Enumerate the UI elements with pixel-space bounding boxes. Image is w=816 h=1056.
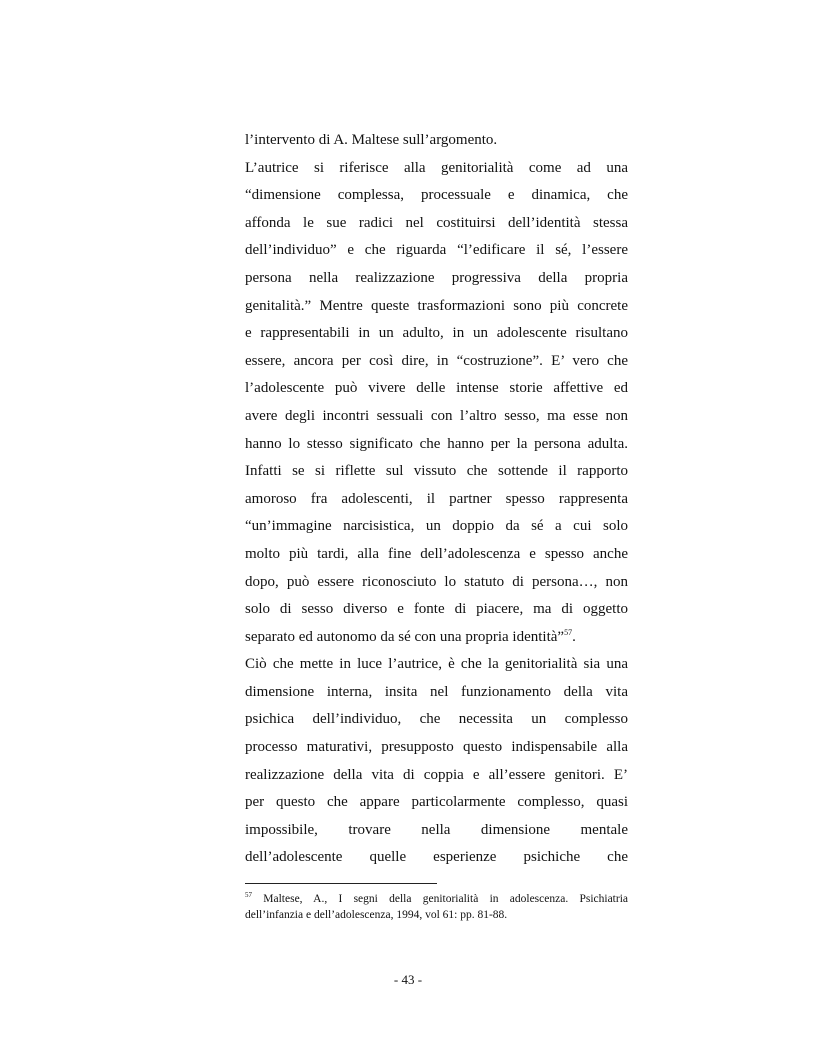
text-line: psichica dell’individuo, che necessita un complesso <box>245 711 628 728</box>
footnote-reference-suffix: . <box>572 628 576 645</box>
text-line: hanno lo stesso significato che hanno per la persona adulta. <box>245 435 628 452</box>
text-line-content: separato ed autonomo da sé con una propria identità” <box>245 628 565 645</box>
footnote-line <box>245 892 628 908</box>
text-line: avere degli incontri sessuali con l’altro sesso, ma esse non <box>245 407 628 424</box>
text-line: per questo che appare particolarmente complesso, quasi <box>245 794 628 811</box>
text-line: impossibile, trovare nella dimensione mentale <box>245 821 628 838</box>
text-line: dell’individuo” e che riguarda “l’edificare il sé, l’essere <box>245 242 628 259</box>
text-line: e rappresentabili in un adulto, in un adolescente risultano <box>245 325 628 342</box>
body-text <box>245 127 628 872</box>
text-line: dell’adolescente quelle esperienze psichiche che <box>245 849 628 866</box>
text-line: l’intervento di A. Maltese sull’argomento. <box>245 132 498 148</box>
footnote-reference[interactable]: 57 <box>564 627 573 637</box>
text-line: solo di sesso diverso e fonte di piacere, ma di oggetto <box>245 601 628 618</box>
text-line: dimensione interna, insita nel funzionamento della vita <box>245 683 628 700</box>
footnote-text: Maltese, A., I segni della genitorialità in adolescenza. Psichiatria <box>263 893 629 905</box>
text-line: Ciò che mette in luce l’autrice, è che la genitorialità sia una <box>245 656 628 673</box>
footnote-number: 57 <box>245 891 252 900</box>
text-line: affonda le sue radici nel costituirsi dell’identità stessa <box>245 214 628 231</box>
page-number: - 43 - <box>393 972 423 987</box>
text-line: “un’immagine narcisistica, un doppio da sé a cui solo <box>245 518 628 535</box>
footnote-separator <box>245 883 437 884</box>
text-line: amoroso fra adolescenti, il partner spesso rappresenta <box>245 490 628 507</box>
text-line: genitalità.” Mentre queste trasformazioni sono più concrete <box>245 297 628 314</box>
footnote <box>245 892 628 923</box>
text-line: “dimensione complessa, processuale e dinamica, che <box>245 187 628 204</box>
text-line: realizzazione della vita di coppia e all’essere genitori. E’ <box>245 766 628 783</box>
text-line-with-footnote-ref <box>245 624 628 652</box>
text-line: persona nella realizzazione progressiva della propria <box>245 269 628 286</box>
text-line: l’adolescente può vivere delle intense storie affettive ed <box>245 380 628 397</box>
footnote-line: dell’infanzia e dell’adolescenza, 1994, vol 61: pp. 81-88. <box>245 908 508 921</box>
text-line: essere, ancora per così dire, in “costruzione”. E’ vero che <box>245 352 628 369</box>
text-line: processo maturativi, presupposto questo indispensabile alla <box>245 739 628 756</box>
text-line: Infatti se si riflette sul vissuto che sottende il rapporto <box>245 463 628 480</box>
text-line: dopo, può essere riconosciuto lo statuto di persona…, non <box>245 573 628 590</box>
text-line: molto più tardi, alla fine dell’adolescenza e spesso anche <box>245 545 628 562</box>
text-line: L’autrice si riferisce alla genitorialità come ad una <box>245 159 628 176</box>
